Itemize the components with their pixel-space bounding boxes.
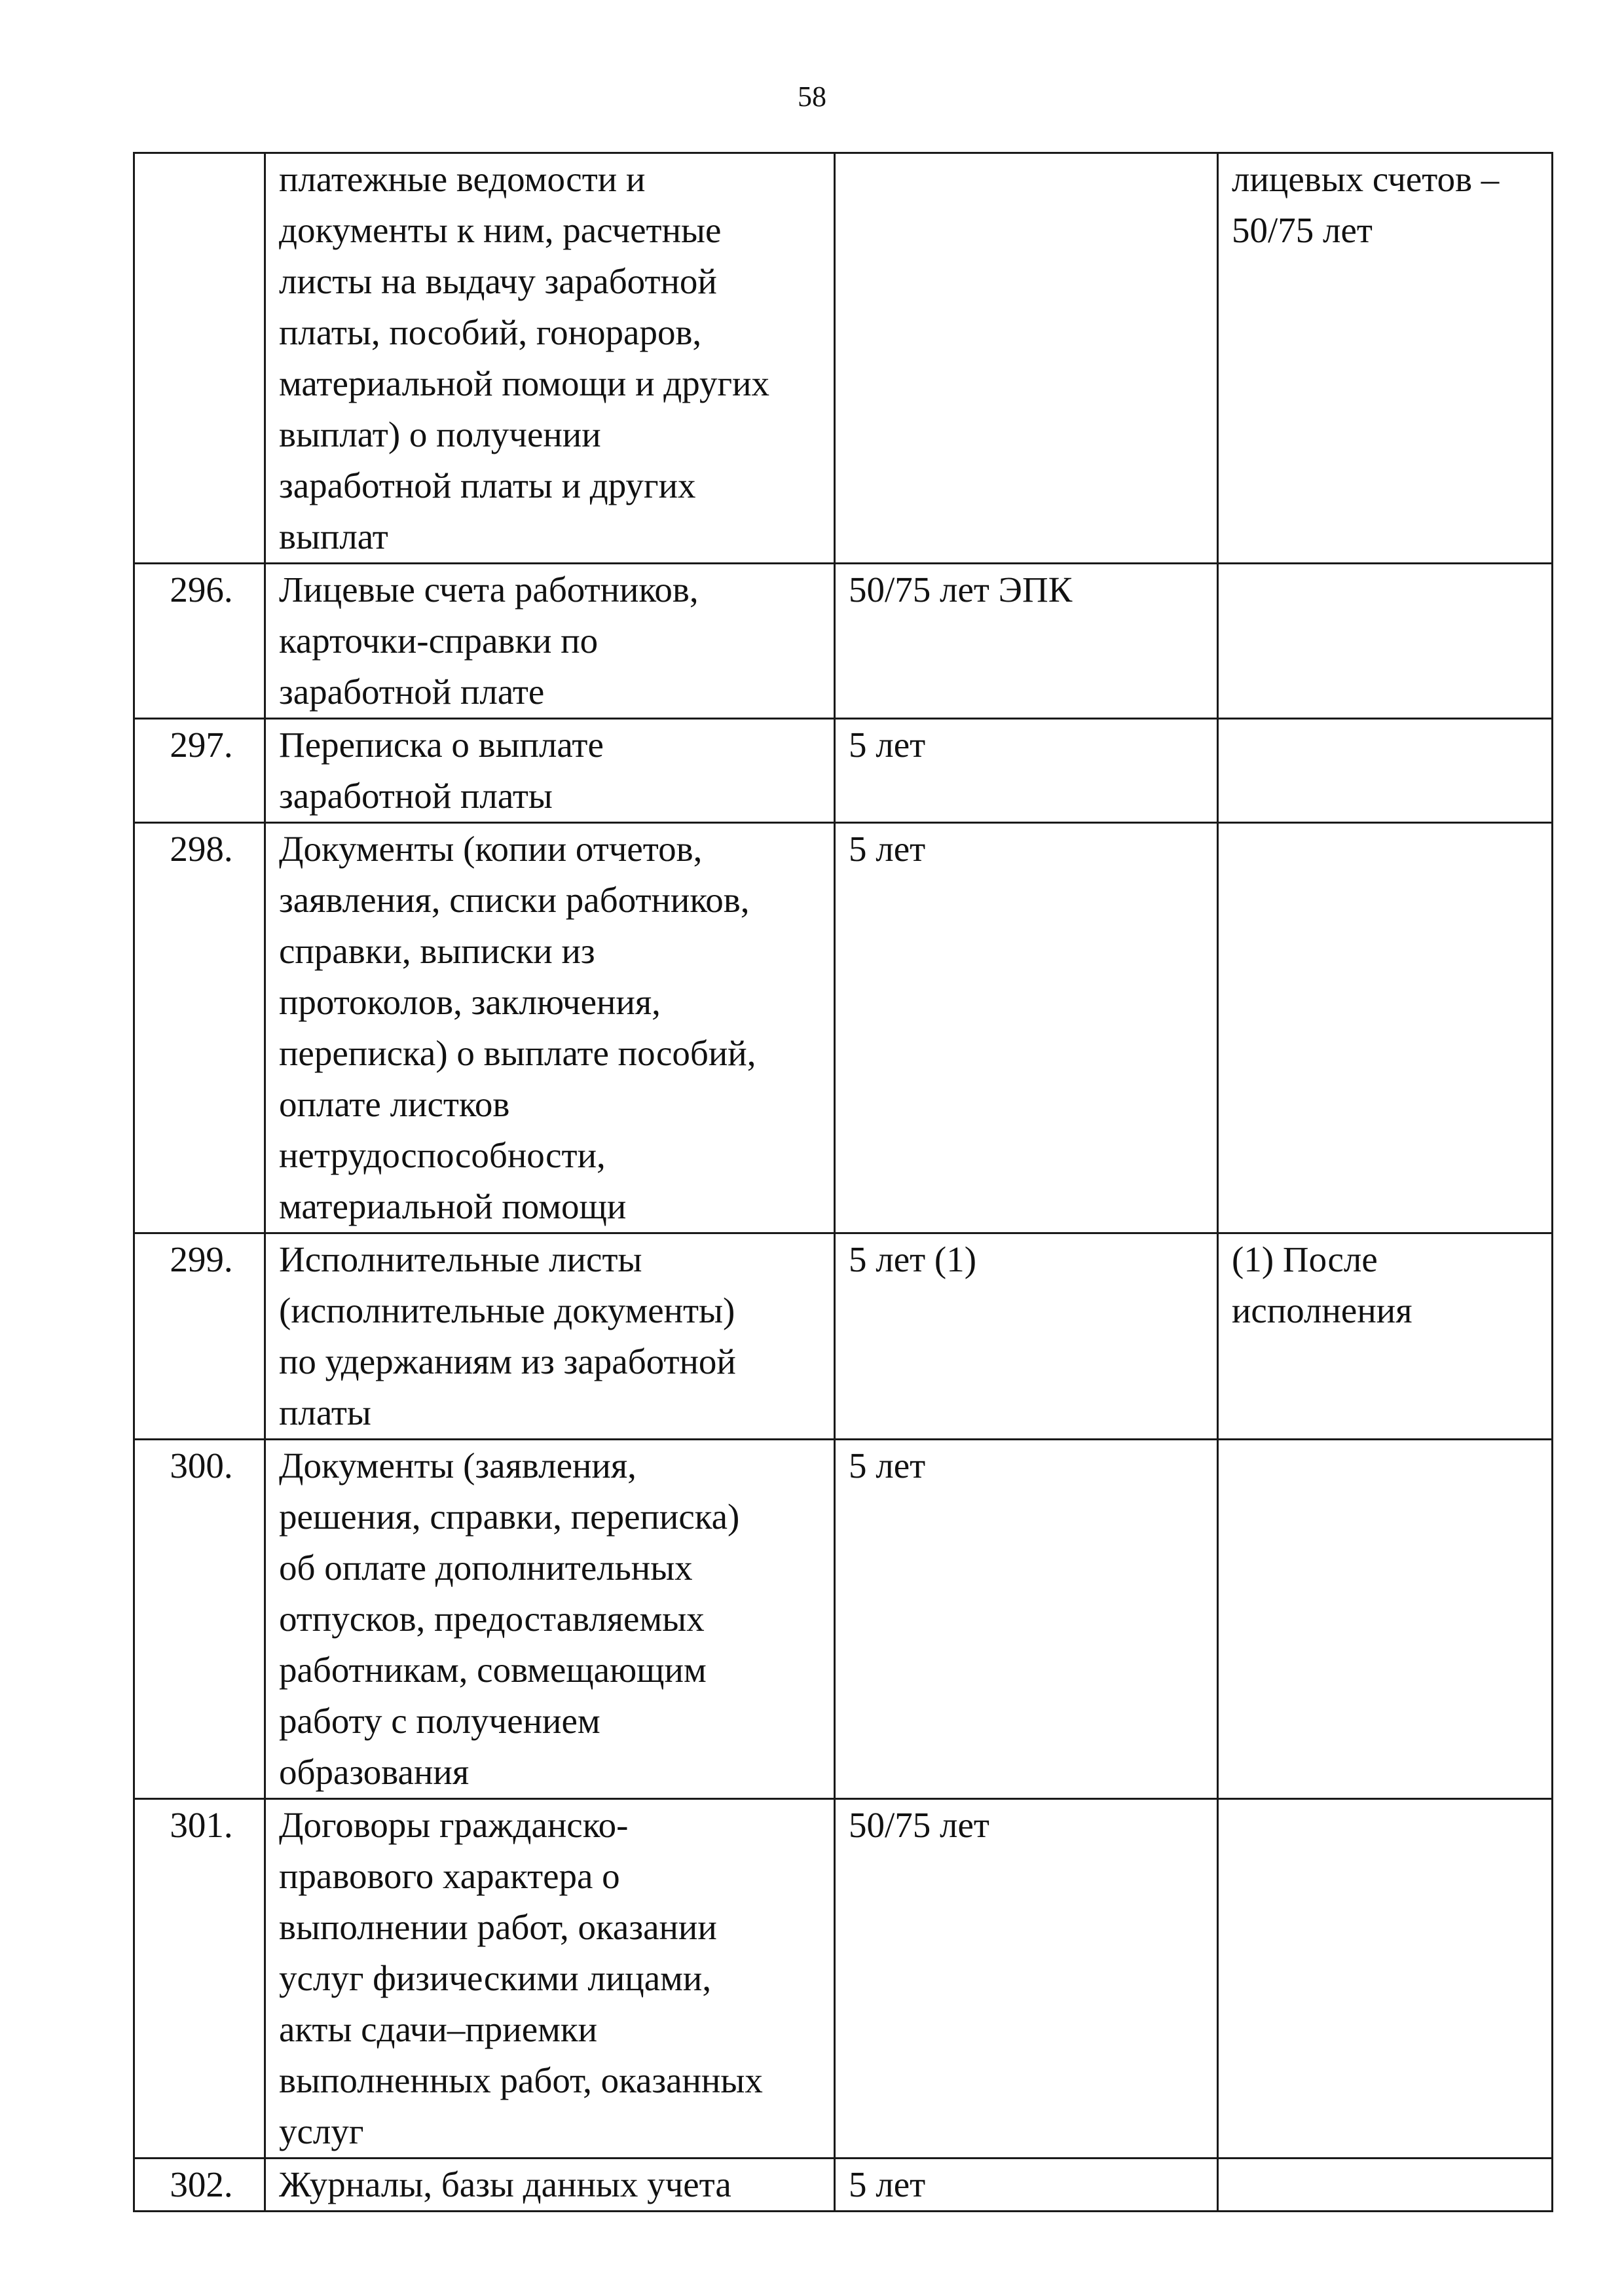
document-line: оплате листков [279,1084,510,1124]
document-line: Исполнительные листы [279,1239,642,1279]
item-number-cell: 298. [134,823,265,1233]
document-type-cell [265,153,835,564]
table-row [134,719,1553,823]
document-line: решения, справки, переписка) [279,1497,740,1537]
note-line: (1) После [1232,1239,1378,1279]
retention-term-cell [835,2159,1218,2212]
document-line: по удержаниям из заработной [279,1341,736,1381]
document-line: образования [279,1752,470,1792]
item-number-cell: 299. [134,1233,265,1440]
retention-term-cell [835,823,1218,1233]
item-number-cell: 302. [134,2159,265,2212]
note-cell [1218,564,1553,719]
document-type-cell [265,1233,835,1440]
document-line: об оплате дополнительных [279,1548,693,1588]
note-cell [1218,1799,1553,2159]
document-line: документы к ним, расчетные [279,210,722,250]
document-line: платежные ведомости и [279,159,646,199]
document-line: выполнении работ, оказании [279,1907,717,1947]
note-line: 50/75 лет [1232,210,1373,250]
table-row [134,1440,1553,1799]
note-cell [1218,823,1553,1233]
note-cell [1218,2159,1553,2212]
retention-table [133,152,1553,2212]
term-line: 50/75 лет [849,1805,989,1845]
table-row [134,1233,1553,1440]
item-number-cell [134,153,265,564]
document-line: переписка) о выплате пособий, [279,1033,756,1073]
document-line: работникам, совмещающим [279,1650,707,1690]
document-line: Документы (заявления, [279,1446,637,1485]
document-line: заработной плате [279,672,545,712]
term-line: 50/75 лет ЭПК [849,570,1073,610]
document-line: акты сдачи–приемки [279,2009,598,2049]
retention-term-cell [835,153,1218,564]
document-type-cell [265,719,835,823]
document-type-cell [265,823,835,1233]
document-line: Переписка о выплате [279,725,604,765]
note-cell [1218,1233,1553,1440]
page-number: 58 [798,81,826,113]
document-line: правового характера о [279,1856,620,1896]
document-line: протоколов, заключения, [279,982,661,1022]
document-line: материальной помощи [279,1186,627,1226]
document-line: Лицевые счета работников, [279,570,699,610]
document-type-cell [265,564,835,719]
document-line: справки, выписки из [279,931,595,971]
document-line: материальной помощи и других [279,363,769,403]
retention-term-cell [835,1440,1218,1799]
term-line: 5 лет [849,1446,926,1485]
document-line: нетрудоспособности, [279,1135,606,1175]
note-line: исполнения [1232,1290,1412,1330]
retention-term-cell [835,1233,1218,1440]
note-cell [1218,1440,1553,1799]
document-line: (исполнительные документы) [279,1290,735,1330]
document-line: заработной платы и других [279,465,696,505]
table-row [134,823,1553,1233]
term-line: 5 лет [849,2164,926,2204]
item-number-cell: 300. [134,1440,265,1799]
term-line: 5 лет (1) [849,1239,977,1279]
document-line: платы [279,1393,371,1432]
document-line: выплат [279,517,388,556]
document-line: выполненных работ, оказанных [279,2060,763,2100]
document-line: заявления, списки работников, [279,880,750,920]
retention-term-cell [835,719,1218,823]
document-line: заработной платы [279,776,553,816]
document-line: платы, пособий, гонораров, [279,312,702,352]
note-cell [1218,719,1553,823]
retention-term-cell [835,1799,1218,2159]
document-line: выплат) о получении [279,414,601,454]
table-row [134,2159,1553,2212]
document-line: листы на выдачу заработной [279,261,717,301]
item-number-cell: 301. [134,1799,265,2159]
note-cell [1218,153,1553,564]
item-number-cell: 297. [134,719,265,823]
table-row [134,564,1553,719]
document-line: услуг физическими лицами, [279,1958,712,1998]
document-type-cell [265,2159,835,2212]
document-line: карточки-справки по [279,621,599,661]
document-line: услуг [279,2111,364,2151]
item-number-cell: 296. [134,564,265,719]
term-line: 5 лет [849,829,926,869]
table-row [134,1799,1553,2159]
document-type-cell [265,1799,835,2159]
document-line: Документы (копии отчетов, [279,829,703,869]
retention-term-cell [835,564,1218,719]
document-line: Журналы, базы данных учета [279,2164,731,2204]
term-line: 5 лет [849,725,926,765]
table-row [134,153,1553,564]
document-line: Договоры гражданско- [279,1805,629,1845]
note-line: лицевых счетов – [1232,159,1500,199]
document-type-cell [265,1440,835,1799]
document-line: отпусков, предоставляемых [279,1599,705,1639]
document-line: работу с получением [279,1701,600,1741]
